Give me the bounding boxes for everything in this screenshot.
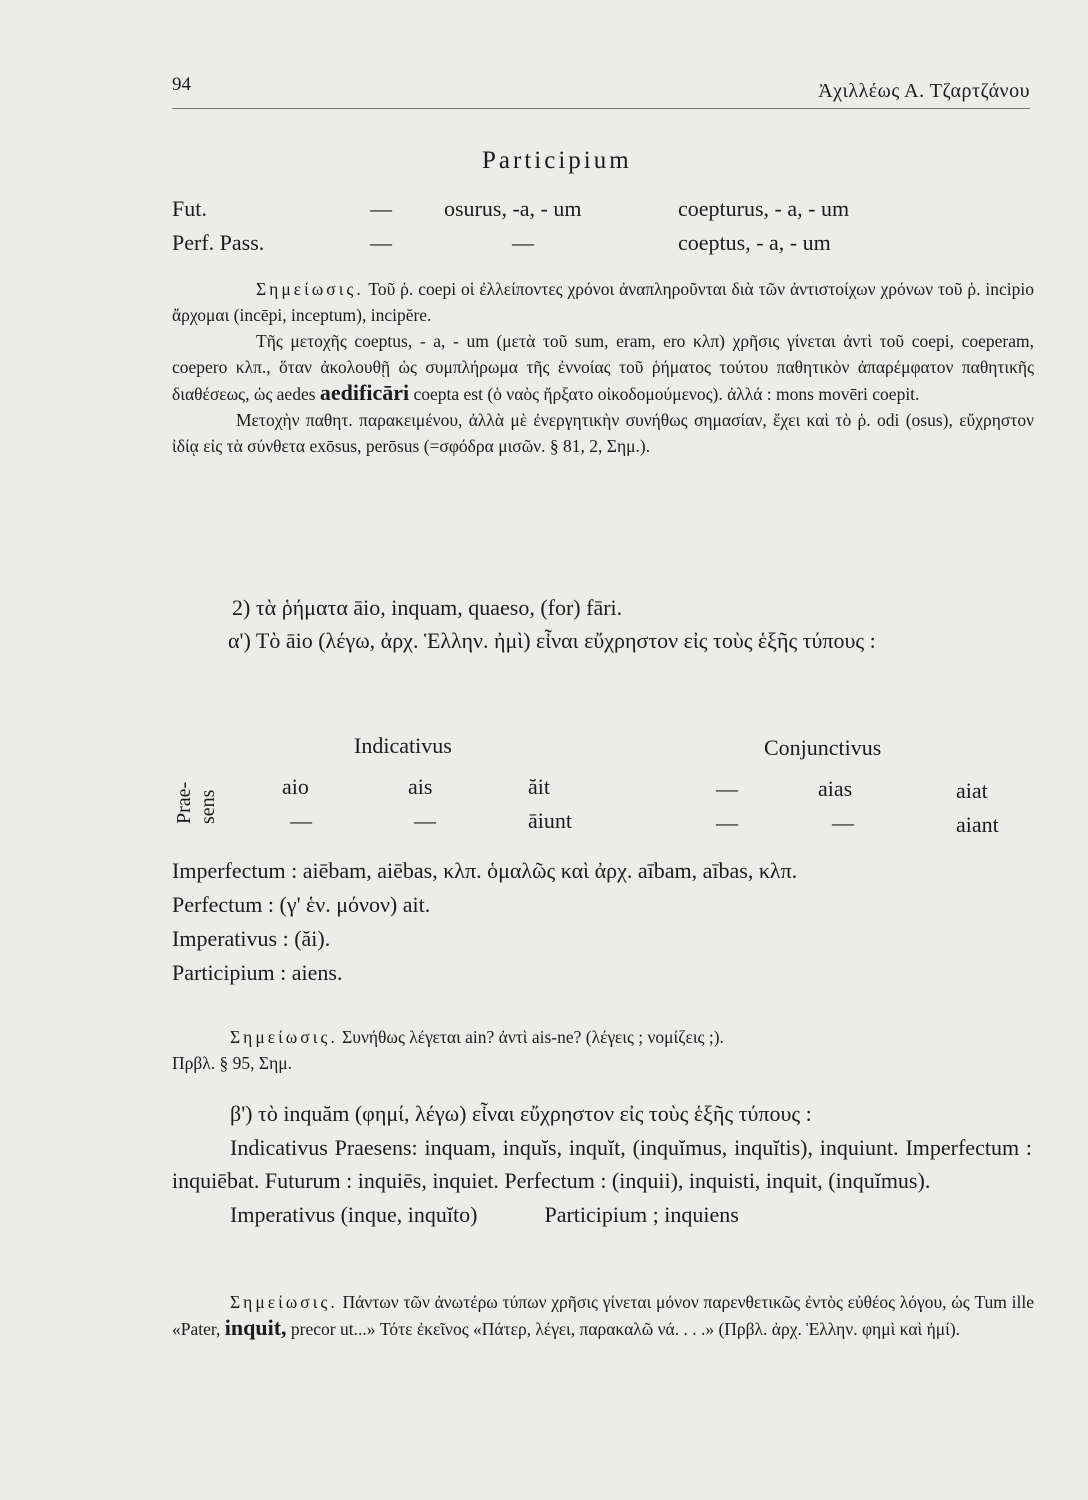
running-title: Ἀχιλλέως Α. Τζαρτζάνου: [818, 80, 1030, 102]
section-line: α') Τὸ āio (λέγω, ἀρχ. Ἑλλην. ἠμὶ) εἶναι εὔχρηστον εἰς τοὺς ἑξῆς τύπους :: [228, 628, 876, 653]
note-text: Τῆς μετοχῆς coeptus, - a, - um (μετὰ τοῦ sum, eram, ero κλπ) χρῆσις γίνεται ἀντὶ τοῦ coepi, coeperam, coepero κλπ., ὅταν ἀκολουθῇ ὡς συμπλήρωμα τῆς ἐννοίας τοῦ ῥήματος τούτου παθητικὸν ἀπαρέμφατον παθητικῆς διαθέσεως, ὡς aedes: [172, 331, 1034, 404]
row-fut-label: Fut.: [172, 196, 207, 221]
table-cell: —: [414, 808, 436, 833]
table-cell: —: [716, 810, 738, 835]
note-coepi: [172, 276, 1034, 459]
form-line: Perfectum : (γ' ἑν. μόνον) ait.: [172, 892, 431, 917]
conjunctivus-heading: Conjunctivus: [764, 735, 882, 760]
note-lead: Σημείωσις.: [256, 279, 364, 299]
table-cell: —: [832, 810, 854, 835]
row-perf-dash1: —: [370, 230, 392, 255]
section-verbs: [172, 592, 1032, 656]
note-ref: Πρβλ. § 95, Σημ.: [172, 1053, 292, 1073]
note-parenthetical: [172, 1290, 1034, 1342]
row-perf-label: Perf. Pass.: [172, 230, 265, 255]
aio-forms: [172, 854, 1032, 990]
section-line: Participium ; inquiens: [544, 1201, 739, 1227]
note-text: coepta est (ὁ ναὸς ἤρξατο οἰκοδομούμενος). ἀλλά : mons movēri coepit.: [413, 384, 920, 404]
row-fut-coept: coepturus, - a, - um: [678, 196, 850, 221]
note-keyword: aedificāri: [319, 380, 410, 405]
table-cell: aio: [282, 774, 309, 799]
section-inquam: [172, 1097, 1032, 1231]
note-paragraph: [172, 328, 1034, 407]
note-text: Συνήθως λέγεται ain? ἀντὶ ais-ne? (λέγεις ; νομίζεις ;).: [342, 1027, 724, 1047]
participium-heading: Participium: [482, 147, 632, 174]
note-ain: [172, 1024, 1034, 1076]
row-fut-form: osurus, -a, - um: [444, 196, 582, 221]
section-line: 2) τὰ ῥήματα āio, inquam, quaeso, (for) fāri.: [232, 595, 623, 620]
note-keyword: inquit,: [224, 1315, 287, 1340]
note-text: Μετοχὴν παθητ. παρακειμένου, ἀλλὰ μὲ ἐνεργητικὴν συνήθως σημασίαν, ἔχει καὶ τὸ ῥ. odi (osus), εὔχρηστον ἰδίᾳ εἰς τὰ σύνθετα exōsus, perōsus (=σφόδρα μισῶν. § 81, 2, Σημ.).: [172, 410, 1034, 456]
table-cell: aiat: [956, 778, 988, 803]
note-text: Πάντων τῶν ἀνωτέρω τύπων χρῆσις γίνεται μόνον παρενθετικῶς ἐντὸς εὐθέος λόγου, ὡς Tum ille «Pater,: [172, 1292, 1034, 1339]
note-text: Τοῦ ῥ. coepi οἱ ἐλλείποντες χρόνοι ἀναπληροῦνται διὰ τῶν ἀντιστοίχων χρόνων τοῦ ῥ. incipio ἄρχομαι (incēpi, inceptum), incipĕre.: [172, 279, 1034, 325]
note-text: precor ut...» Τότε ἐκεῖνος «Πάτερ, λέγει, παρακαλῶ νά. . . .» (Πρβλ. ἀρχ. Ἑλλην. φημὶ καὶ ἠμί).: [290, 1319, 961, 1339]
row-perf-coept: coeptus, - a, - um: [678, 230, 831, 255]
praesens-side-label: Prae- sens: [173, 781, 219, 824]
note-lead: Σημείωσις.: [230, 1027, 338, 1047]
header-rule: [172, 108, 1030, 109]
section-line: β') τὸ inquăm (φημί, λέγω) εἶναι εὔχρηστον εἰς τοὺς ἑξῆς τύπους :: [230, 1101, 812, 1126]
note-lead: Σημείωσις.: [230, 1292, 338, 1312]
indicativus-heading: Indicativus: [354, 733, 452, 758]
table-cell: —: [716, 776, 738, 801]
row-perf-dash2: —: [512, 230, 534, 255]
table-cell: ais: [408, 774, 433, 799]
section-line: Indicativus Praesens: inquam, inquĭs, inquĭt, (inquĭmus, inquĭtis), inquiunt. Imperfectum : inquiēbat. Futurum : inquiēs, inquiet. Perfectum : (inquii), inquisti, inquit, (inquĭmus).: [172, 1134, 1032, 1193]
table-cell: ăit: [528, 774, 550, 799]
row-fut-dash: —: [370, 196, 392, 221]
table-cell: —: [290, 808, 312, 833]
table-cell: aiant: [956, 812, 999, 837]
form-line: Imperfectum : aiēbam, aiēbas, κλπ. ὁμαλῶς καὶ ἀρχ. aībam, aības, κλπ.: [172, 858, 798, 883]
table-cell: aias: [818, 776, 853, 801]
form-line: Imperativus : (ăi).: [172, 926, 331, 951]
form-line: Participium : aiens.: [172, 960, 343, 985]
section-line: Imperativus (inque, inquĭto): [230, 1201, 478, 1227]
table-cell: āiunt: [528, 808, 572, 833]
page-number: 94: [172, 74, 191, 95]
